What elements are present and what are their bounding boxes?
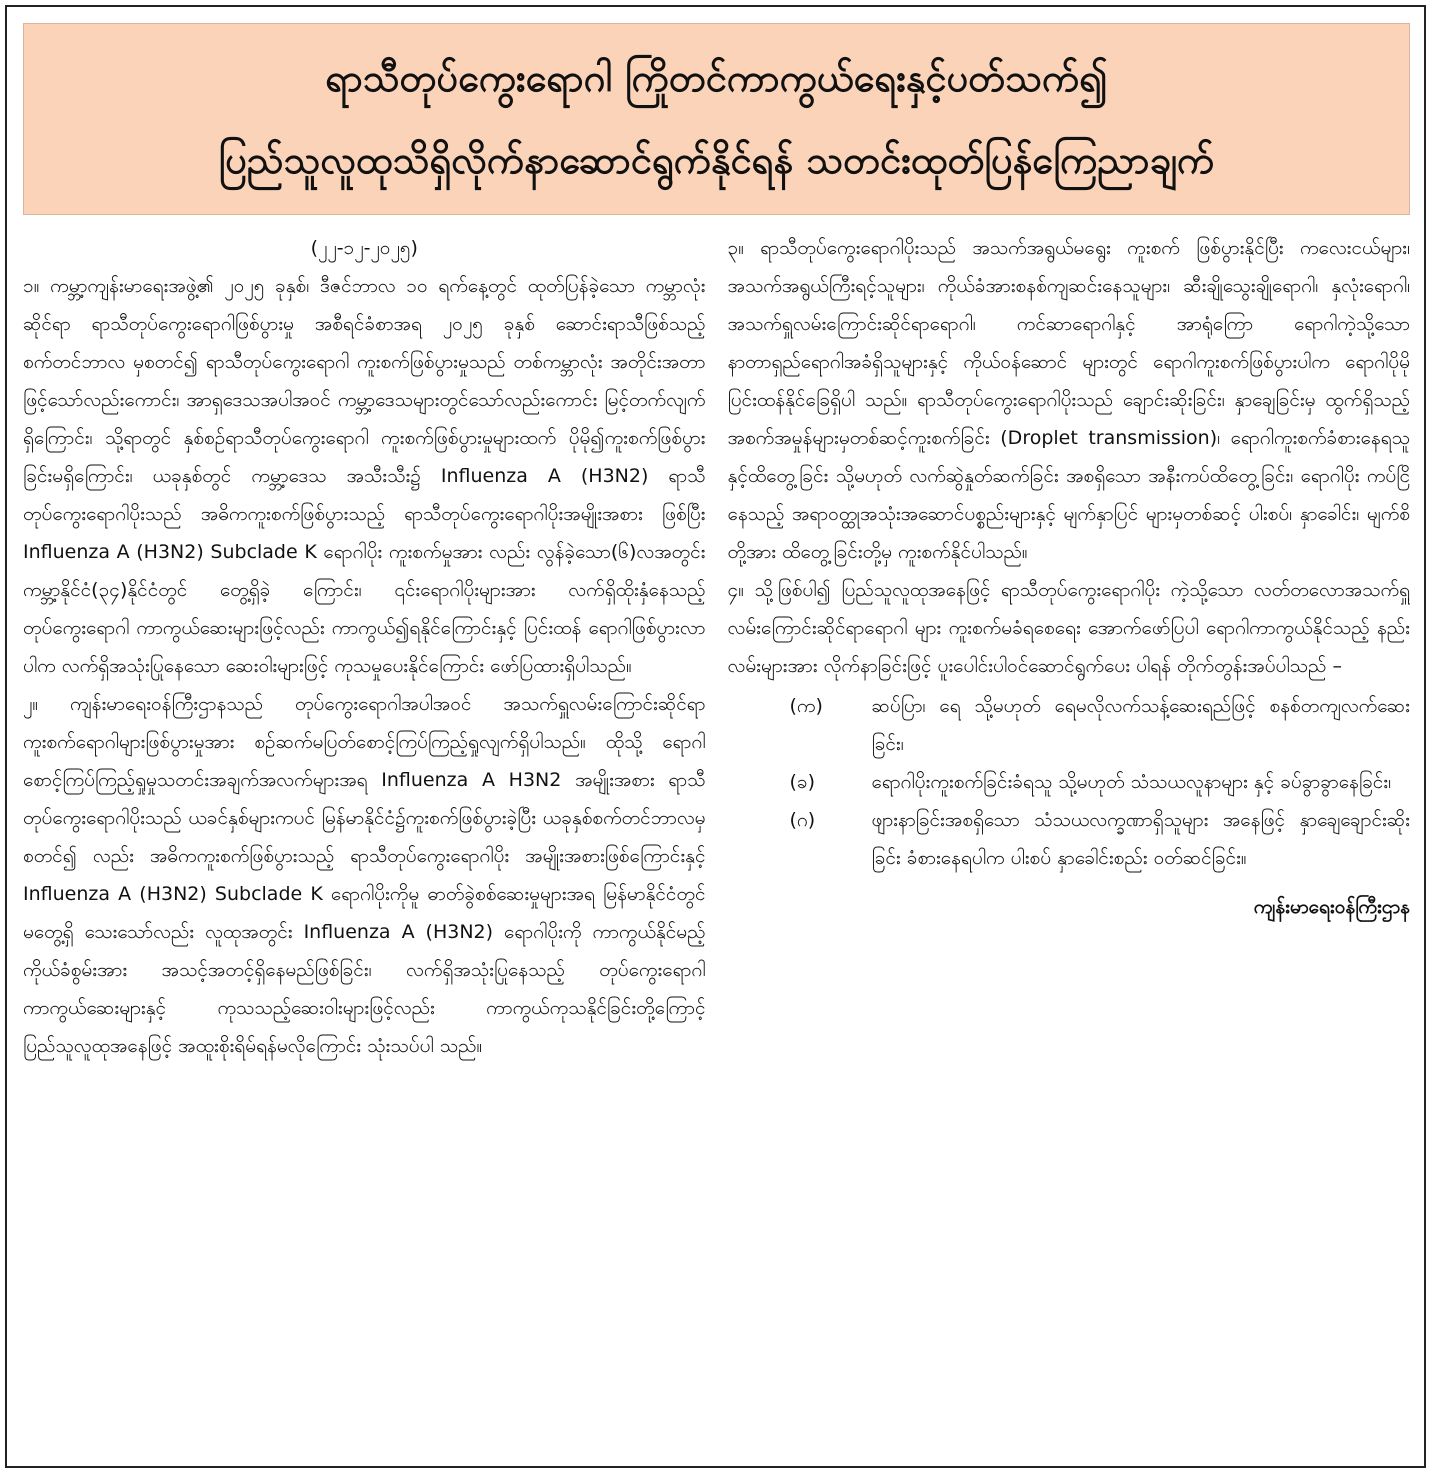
- list-item-text: ရောဂါပိုးကူးစက်ခြင်းခံရသူ သို့မဟုတ် သံသယလူနာများ နှင့် ခပ်ခွာခွာနေခြင်း၊: [871, 771, 1392, 793]
- recommendation-list: [728, 687, 1411, 877]
- date-line: (၂၂-၁၂-၂၀၂၅): [310, 237, 418, 259]
- list-item-text: ဖျားနာခြင်းအစရှိသော သံသယလက္ခဏာရှိသူများ အနေဖြင့် နှာချေချောင်းဆိုးခြင်း ခံစားနေရပါက ပါးစပ် နှာခေါင်းစည်း ဝတ်ဆင်ခြင်း။: [871, 809, 1410, 869]
- issuer-signature: ကျန်းမာရေးဝန်ကြီးဌာန: [1253, 896, 1410, 918]
- list-item-text: ဆပ်ပြာ၊ ရေ သို့မဟုတ် ရေမလိုလက်သန့်ဆေးရည်ဖြင့် စနစ်တကျလက်ဆေးခြင်း၊: [871, 695, 1410, 755]
- right-column: [728, 229, 1411, 1454]
- list-item-marker: (က): [789, 695, 823, 717]
- list-item: [728, 763, 1411, 801]
- list-item: [728, 801, 1411, 877]
- announcement-frame: [5, 5, 1426, 1468]
- title-line-2: ပြည်သူလူထုသိရှိလိုက်နာဆောင်ရွက်နိုင်ရန် သတင်းထုတ်ပြန်ကြေညာချက်: [218, 138, 1215, 182]
- list-item-marker: (ခ): [789, 771, 816, 793]
- title-line-1: ရာသီတုပ်ကွေးရောဂါ ကြိုတင်ကာကွယ်ရေးနှင့်ပတ်သက်၍: [325, 56, 1108, 100]
- title-banner: [23, 23, 1410, 215]
- list-item: [728, 687, 1411, 763]
- paragraph-1: ၁။ ကမ္ဘာ့ကျန်းမာရေးအဖွဲ့၏ ၂၀၂၅ ခုနှစ်၊ ဒီဇင်ဘာလ ၁၀ ရက်နေ့တွင် ထုတ်ပြန်ခဲ့သော ကမ္ဘာလုံးဆိုင်ရာ ရာသီတုပ်ကွေးရောဂါဖြစ်ပွားမှု အစီရင်ခံစာအရ ၂၀၂၅ ခုနှစ် ဆောင်းရာသီဖြစ်သည့် စက်တင်ဘာလ မှစတင်၍ ရာသီတုပ်ကွေးရောဂါ ကူးစက်ဖြစ်ပွားမှုသည် တစ်ကမ္ဘာလုံး အတိုင်းအတာဖြင့်သော်လည်းကောင်း၊ အာရှဒေသအပါအဝင် ကမ္ဘာ့ဒေသများတွင်သော်လည်းကောင်း မြင့်တက်လျက်ရှိကြောင်း၊ သို့ရာတွင် နှစ်စဉ်ရာသီတုပ်ကွေးရောဂါ ကူးစက်ဖြစ်ပွားမှုများထက် ပိုမို၍ကူးစက်ဖြစ်ပွားခြင်းမရှိကြောင်း၊ ယခုနှစ်တွင် ကမ္ဘာ့ဒေသ အသီးသီး၌ Influenza A (H3N2) ရာသီတုပ်ကွေးရောဂါပိုးသည် အဓိကကူးစက်ဖြစ်ပွားသည့် ရာသီတုပ်ကွေးရောဂါပိုးအမျိုးအစား ဖြစ်ပြီး Influenza A (H3N2) Subclade K ရောဂါပိုး ကူးစက်မှုအား လည်း လွန်ခဲ့သော(၆)လအတွင်း ကမ္ဘာ့နိုင်ငံ(၃၄)နိုင်ငံတွင် တွေ့ရှိခဲ့ ကြောင်း၊ ၎င်းရောဂါပိုးများအား လက်ရှိထိုးနှံနေသည့် တုပ်ကွေးရောဂါ ကာကွယ်ဆေးများဖြင့်လည်း ကာကွယ်၍ရနိုင်ကြောင်းနှင့် ပြင်းထန် ရောဂါဖြစ်ပွားလာပါက လက်ရှိအသုံးပြုနေသော ဆေးဝါးများဖြင့် ကုသမှုပေးနိုင်ကြောင်း ဖော်ပြထားရှိပါသည်။: [23, 275, 706, 677]
- paragraph-3: ၃။ ရာသီတုပ်ကွေးရောဂါပိုးသည် အသက်အရွယ်မရွေး ကူးစက် ဖြစ်ပွားနိုင်ပြီး ကလေးငယ်များ၊ အသက်အရွယ်ကြီးရင့်သူများ၊ ကိုယ်ခံအားစနစ်ကျဆင်းနေသူများ၊ ဆီးချိုသွေးချိုရောဂါ၊ နှလုံးရောဂါ၊ အသက်ရှူလမ်းကြောင်းဆိုင်ရာရောဂါ၊ ကင်ဆာရောဂါနှင့် အာရုံကြော ရောဂါကဲ့သို့သော နာတာရှည်ရောဂါအခံရှိသူများနှင့် ကိုယ်ဝန်ဆောင် များတွင် ရောဂါကူးစက်ဖြစ်ပွားပါက ရောဂါပိုမိုပြင်းထန်နိုင်ခြေရှိပါ သည်။ ရာသီတုပ်ကွေးရောဂါပိုးသည် ချောင်းဆိုးခြင်း၊ နှာချေခြင်းမှ ထွက်ရှိသည့် အစက်အမှုန်များမှတစ်ဆင့်ကူးစက်ခြင်း (Droplet transmission)၊ ရောဂါကူးစက်ခံစားနေရသူနှင့်ထိတွေ့ခြင်း သို့မဟုတ် လက်ဆွဲနှုတ်ဆက်ခြင်း အစရှိသော အနီးကပ်ထိတွေ့ခြင်း၊ ရောဂါပိုး ကပ်ငြိနေသည့် အရာဝတ္ထုအသုံးအဆောင်ပစ္စည်းများနှင့် မျက်နှာပြင် များမှတစ်ဆင့် ပါးစပ်၊ နှာခေါင်း၊ မျက်စိတို့အား ထိတွေ့ခြင်းတို့မှ ကူးစက်နိုင်ပါသည်။: [727, 237, 1410, 563]
- paragraph-4: ၄။ သို့ဖြစ်ပါ၍ ပြည်သူလူထုအနေဖြင့် ရာသီတုပ်ကွေးရောဂါပိုး ကဲ့သို့သော လတ်တလောအသက်ရှူလမ်းကြောင်းဆိုင်ရာရောဂါ များ ကူးစက်မခံရစေရေး အောက်ဖော်ပြပါ ရောဂါကာကွယ်နိုင်သည့် နည်းလမ်းများအား လိုက်နာခြင်းဖြင့် ပူးပေါင်းပါဝင်ဆောင်ရွက်ပေး ပါရန် တိုက်တွန်းအပ်ပါသည် –: [727, 579, 1410, 677]
- list-item-marker: (ဂ): [789, 809, 816, 831]
- paragraph-2: ၂။ ကျန်းမာရေးဝန်ကြီးဌာနသည် တုပ်ကွေးရောဂါအပါအဝင် အသက်ရှူလမ်းကြောင်းဆိုင်ရာ ကူးစက်ရောဂါများဖြစ်ပွားမှုအား စဉ်ဆက်မပြတ်စောင့်ကြပ်ကြည့်ရှုလျက်ရှိပါသည်။ ထိုသို့ ရောဂါ စောင့်ကြပ်ကြည့်ရှုမှုသတင်းအချက်အလက်များအရ Influenza A H3N2 အမျိုးအစား ရာသီတုပ်ကွေးရောဂါပိုးသည် ယခင်နှစ်များကပင် မြန်မာနိုင်ငံ၌ကူးစက်ဖြစ်ပွားခဲ့ပြီး ယခုနှစ်စက်တင်ဘာလမှစတင်၍ လည်း အဓိကကူးစက်ဖြစ်ပွားသည့် ရာသီတုပ်ကွေးရောဂါပိုး အမျိုးအစားဖြစ်ကြောင်းနှင့် Influenza A (H3N2) Subclade K ရောဂါပိုးကိုမူ ဓာတ်ခွဲစစ်ဆေးမှုများအရ မြန်မာနိုင်ငံတွင် မတွေ့ရှိ သေးသော်လည်း လူထုအတွင်း Influenza A (H3N2) ရောဂါပိုးကို ကာကွယ်နိုင်မည့် ကိုယ်ခံစွမ်းအား အသင့်အတင့်ရှိနေမည်ဖြစ်ခြင်း၊ လက်ရှိအသုံးပြုနေသည့် တုပ်ကွေးရောဂါကာကွယ်ဆေးများနှင့် ကုသသည့်ဆေးဝါးများဖြင့်လည်း ကာကွယ်ကုသနိုင်ခြင်းတို့ကြောင့် ပြည်သူလူထုအနေဖြင့် အထူးစိုးရိမ်ရန်မလိုကြောင်း သုံးသပ်ပါ သည်။: [23, 693, 706, 1057]
- body-columns: [23, 229, 1410, 1454]
- left-column: [23, 229, 706, 1454]
